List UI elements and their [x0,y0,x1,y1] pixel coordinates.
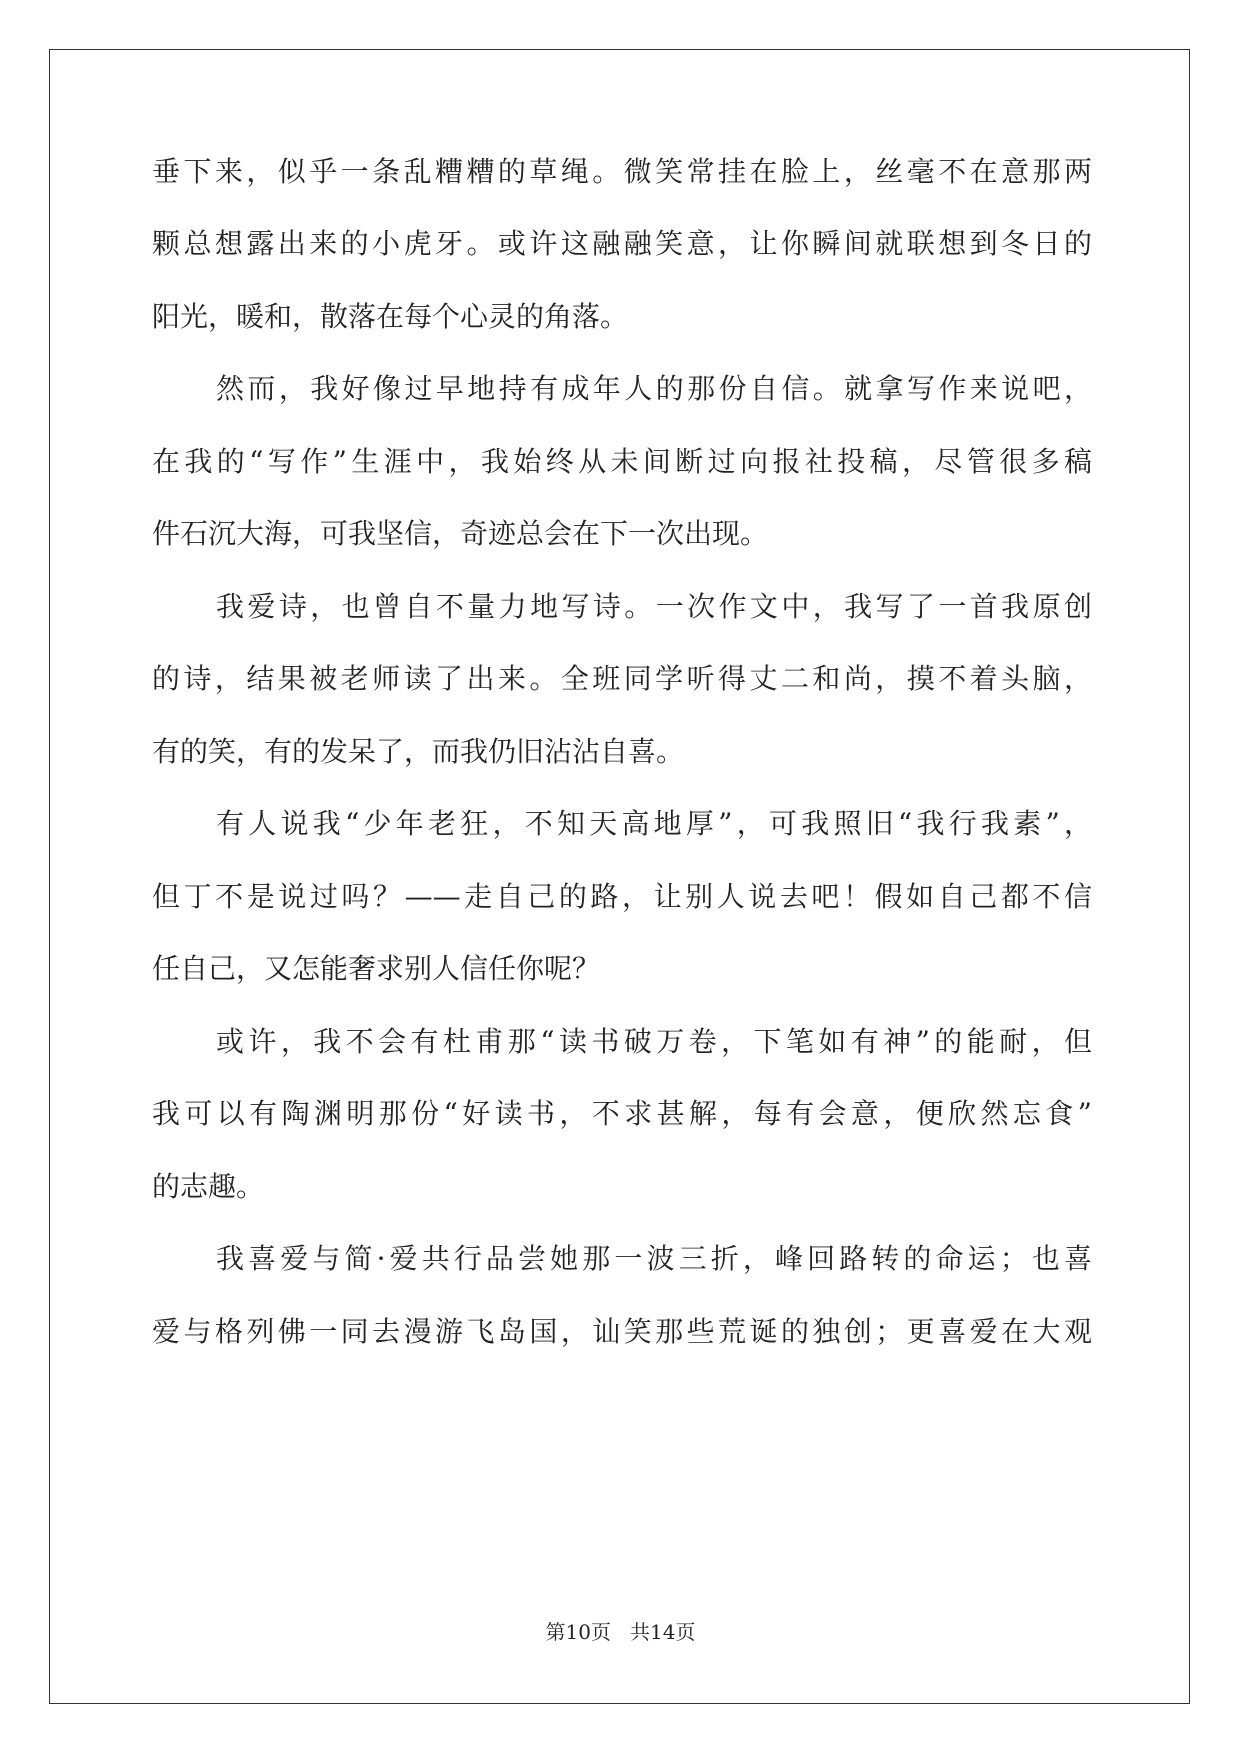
page-total: 共14页 [630,1620,696,1644]
text-line: 颗总想露出来的小虎牙。或许这融融笑意，让你瞬间就联想到冬日的 [152,227,1092,260]
text-line: 阳光，暖和，散落在每个心灵的角落。 [152,300,629,333]
text-line: 爱与格列佛一同去漫游飞岛国，讪笑那些荒诞的独创；更喜爱在大观 [152,1315,1092,1348]
text-line: 我可以有陶渊明那份“好读书，不求甚解，每有会意，便欣然忘食” [152,1097,1092,1130]
text-line: 有人说我“少年老狂，不知天高地厚”，可我照旧“我行我素”， [216,807,1092,840]
text-line: 的诗，结果被老师读了出来。全班同学听得丈二和尚，摸不着头脑， [152,662,1092,695]
text-line: 或许，我不会有杜甫那“读书破万卷，下笔如有神”的能耐，但 [216,1025,1092,1058]
text-line: 我喜爱与简·爱共行品尝她那一波三折，峰回路转的命运；也喜 [216,1242,1092,1275]
text-line: 我爱诗，也曾自不量力地写诗。一次作文中，我写了一首我原创 [216,590,1092,623]
page-footer [0,1620,1241,1644]
text-line: 然而，我好像过早地持有成年人的那份自信。就拿写作来说吧， [216,372,1092,405]
text-line: 在我的“写作”生涯中，我始终从未间断过向报社投稿，尽管很多稿 [152,445,1092,478]
text-line: 的志趣。 [152,1170,265,1203]
text-line: 有的笑，有的发呆了，而我仍旧沾沾自喜。 [152,735,685,768]
text-line: 垂下来，似乎一条乱糟糟的草绳。微笑常挂在脸上，丝毫不在意那两 [152,155,1092,188]
text-line: 任自己，又怎能奢求别人信任你呢？ [152,952,601,985]
text-line: 件石沉大海，可我坚信，奇迹总会在下一次出现。 [152,517,769,550]
page-number: 第10页 [545,1620,611,1644]
text-line: 但丁不是说过吗？——走自己的路，让别人说去吧！假如自己都不信 [152,880,1092,913]
